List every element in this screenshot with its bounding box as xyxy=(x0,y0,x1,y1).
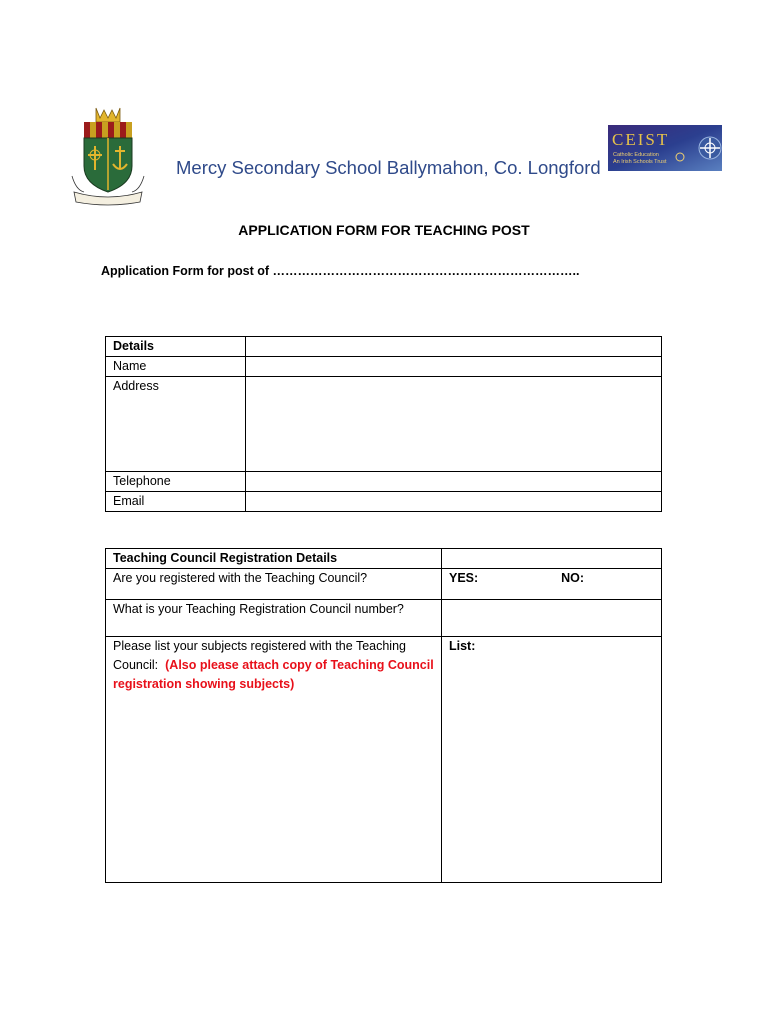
yes-label[interactable]: YES: xyxy=(449,571,479,585)
telephone-label: Telephone xyxy=(106,472,246,492)
address-label: Address xyxy=(106,377,246,472)
details-header-blank xyxy=(246,337,662,357)
subjects-question xyxy=(106,637,442,883)
details-table xyxy=(105,336,662,512)
subjects-attach-note: (Also please attach copy of Teaching Council registration showing subjects) xyxy=(113,658,434,691)
registration-number-field[interactable] xyxy=(442,600,662,637)
details-header: Details xyxy=(106,337,246,357)
school-crest-logo xyxy=(70,106,146,206)
registered-question: Are you registered with the Teaching Council? xyxy=(106,569,442,600)
post-of-prompt: Application Form for post of ……………………………………………………………….. xyxy=(101,264,580,278)
council-header: Teaching Council Registration Details xyxy=(106,549,442,569)
form-title: APPLICATION FORM FOR TEACHING POST xyxy=(238,222,530,238)
registered-answer-cell xyxy=(442,569,662,600)
ceist-logo xyxy=(608,125,722,171)
name-label: Name xyxy=(106,357,246,377)
address-field[interactable] xyxy=(246,377,662,472)
telephone-field[interactable] xyxy=(246,472,662,492)
ceist-wordmark: CEIST xyxy=(612,130,670,149)
email-field[interactable] xyxy=(246,492,662,512)
email-label: Email xyxy=(106,492,246,512)
name-field[interactable] xyxy=(246,357,662,377)
teaching-council-table xyxy=(105,548,662,883)
school-name-heading: Mercy Secondary School Ballymahon, Co. Longford xyxy=(176,157,601,178)
svg-text:An Irish Schools Trust: An Irish Schools Trust xyxy=(613,159,667,165)
no-label[interactable]: NO: xyxy=(561,571,585,585)
svg-text:Catholic Education: Catholic Education xyxy=(613,152,659,158)
subjects-list-field[interactable] xyxy=(442,637,662,883)
registration-number-question: What is your Teaching Registration Council number? xyxy=(106,600,442,637)
list-label: List: xyxy=(449,639,476,653)
subjects-question-text: Please list your subjects registered with the Teaching Council: xyxy=(113,639,406,672)
council-header-blank xyxy=(442,549,662,569)
